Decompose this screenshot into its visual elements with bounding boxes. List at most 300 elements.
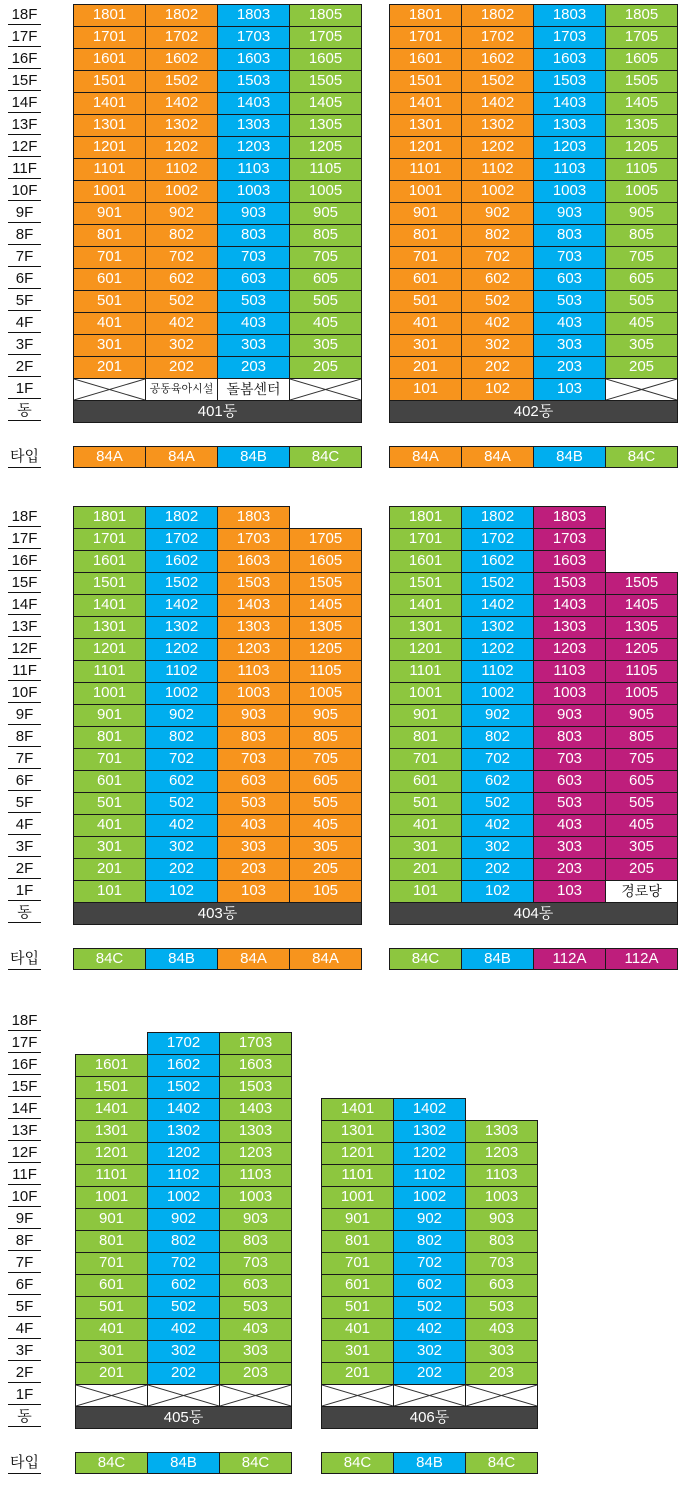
unit-cell[interactable]: 1501 [389,70,462,93]
unit-cell[interactable]: 705 [605,748,678,771]
unit-cell[interactable]: 1801 [73,506,146,529]
unit-cell[interactable]: 202 [145,858,218,881]
unit-cell[interactable]: 703 [217,246,290,269]
unit-cell[interactable]: 801 [73,224,146,247]
unit-cell[interactable]: 1305 [289,616,362,639]
unit-cell[interactable]: 602 [147,1274,220,1297]
unit-cell[interactable]: 602 [145,770,218,793]
unit-cell[interactable]: 1603 [217,48,290,71]
unit-cell[interactable]: 1002 [393,1186,466,1209]
unit-cell[interactable]: 1405 [605,594,678,617]
unit-cell[interactable]: 1201 [389,638,462,661]
unit-cell[interactable]: 1301 [73,114,146,137]
unit-cell[interactable]: 403 [217,312,290,335]
unit-cell[interactable]: 301 [73,836,146,859]
unit-cell[interactable]: 1401 [73,92,146,115]
unit-cell[interactable]: 802 [461,224,534,247]
unit-cell[interactable]: 905 [289,704,362,727]
unit-cell[interactable]: 101 [73,880,146,903]
unit-cell[interactable]: 1101 [321,1164,394,1187]
unit-cell[interactable]: 205 [289,356,362,379]
unit-cell[interactable]: 803 [217,726,290,749]
unit-cell[interactable]: 603 [533,268,606,291]
unit-cell[interactable]: 1005 [289,682,362,705]
unit-cell[interactable]: 1302 [147,1120,220,1143]
unit-cell[interactable]: 203 [217,858,290,881]
unit-cell[interactable]: 1402 [461,594,534,617]
unit-cell[interactable]: 1303 [465,1120,538,1143]
unit-cell[interactable]: 802 [393,1230,466,1253]
unit-cell[interactable]: 1301 [73,616,146,639]
unit-cell[interactable]: 1605 [289,550,362,573]
unit-cell[interactable]: 903 [465,1208,538,1231]
unit-cell[interactable]: 1802 [461,4,534,27]
unit-cell[interactable]: 605 [289,268,362,291]
unit-cell[interactable]: 501 [389,290,462,313]
unit-cell[interactable]: 301 [389,334,462,357]
unit-cell[interactable]: 702 [147,1252,220,1275]
unit-cell[interactable]: 1001 [389,180,462,203]
unit-cell[interactable]: 901 [73,202,146,225]
unit-cell[interactable]: 1505 [605,572,678,595]
unit-cell[interactable]: 903 [217,202,290,225]
unit-cell[interactable]: 703 [465,1252,538,1275]
unit-cell[interactable]: 1705 [289,26,362,49]
unit-cell[interactable]: 1702 [461,26,534,49]
unit-cell[interactable]: 805 [605,726,678,749]
unit-cell[interactable]: 805 [605,224,678,247]
unit-cell[interactable]: 701 [389,246,462,269]
unit-cell[interactable]: 1305 [605,114,678,137]
unit-cell[interactable]: 1201 [75,1142,148,1165]
unit-cell[interactable]: 303 [219,1340,292,1363]
unit-cell[interactable]: 1505 [605,70,678,93]
unit-cell[interactable]: 901 [389,704,462,727]
unit-cell[interactable]: 702 [145,748,218,771]
unit-cell[interactable]: 1101 [75,1164,148,1187]
unit-cell[interactable]: 602 [145,268,218,291]
unit-cell[interactable]: 1405 [605,92,678,115]
unit-cell[interactable]: 803 [533,224,606,247]
unit-cell[interactable]: 701 [75,1252,148,1275]
unit-cell[interactable]: 1103 [533,660,606,683]
unit-cell[interactable]: 705 [605,246,678,269]
unit-cell[interactable]: 1102 [145,660,218,683]
unit-cell[interactable]: 503 [533,792,606,815]
unit-cell[interactable]: 1301 [389,114,462,137]
unit-cell[interactable]: 1101 [73,660,146,683]
unit-cell[interactable]: 1701 [73,26,146,49]
unit-cell[interactable]: 301 [75,1340,148,1363]
unit-cell[interactable]: 902 [393,1208,466,1231]
unit-cell[interactable]: 201 [389,858,462,881]
unit-cell[interactable]: 303 [465,1340,538,1363]
unit-cell[interactable]: 1501 [73,70,146,93]
unit-cell[interactable]: 302 [145,334,218,357]
unit-cell[interactable]: 903 [219,1208,292,1231]
unit-cell[interactable]: 1002 [147,1186,220,1209]
unit-cell[interactable]: 803 [217,224,290,247]
unit-cell[interactable]: 801 [73,726,146,749]
unit-cell[interactable]: 1703 [217,26,290,49]
unit-cell[interactable]: 1803 [533,4,606,27]
unit-cell[interactable]: 1001 [321,1186,394,1209]
unit-cell[interactable]: 1403 [533,92,606,115]
unit-cell[interactable]: 1103 [219,1164,292,1187]
unit-cell[interactable]: 1003 [217,682,290,705]
unit-cell[interactable]: 601 [389,268,462,291]
unit-cell[interactable]: 1602 [461,550,534,573]
unit-cell[interactable]: 801 [389,224,462,247]
unit-cell[interactable]: 1602 [145,48,218,71]
unit-cell[interactable]: 401 [389,814,462,837]
unit-cell[interactable]: 203 [533,858,606,881]
unit-cell[interactable]: 705 [289,748,362,771]
unit-cell[interactable]: 502 [461,792,534,815]
unit-cell[interactable]: 1202 [393,1142,466,1165]
unit-cell[interactable]: 1303 [217,616,290,639]
unit-cell[interactable]: 1001 [75,1186,148,1209]
unit-cell[interactable]: 1502 [145,70,218,93]
unit-cell[interactable]: 703 [217,748,290,771]
unit-cell[interactable]: 1203 [533,638,606,661]
unit-cell[interactable]: 1405 [289,92,362,115]
unit-cell[interactable]: 1203 [533,136,606,159]
unit-cell[interactable]: 1401 [389,594,462,617]
unit-cell[interactable]: 602 [461,268,534,291]
unit-cell[interactable]: 1401 [73,594,146,617]
unit-cell[interactable]: 1402 [145,92,218,115]
unit-cell[interactable]: 1503 [219,1076,292,1099]
unit-cell[interactable]: 1302 [461,114,534,137]
unit-cell[interactable]: 1102 [393,1164,466,1187]
unit-cell[interactable]: 601 [321,1274,394,1297]
unit-cell[interactable]: 1603 [217,550,290,573]
unit-cell[interactable]: 1805 [605,4,678,27]
unit-cell[interactable]: 501 [73,290,146,313]
unit-cell[interactable]: 1205 [289,136,362,159]
unit-cell[interactable]: 1801 [73,4,146,27]
unit-cell[interactable]: 902 [147,1208,220,1231]
unit-cell[interactable]: 701 [389,748,462,771]
unit-cell[interactable]: 702 [461,748,534,771]
unit-cell[interactable]: 1502 [461,70,534,93]
unit-cell[interactable]: 405 [289,312,362,335]
unit-cell[interactable]: 403 [217,814,290,837]
unit-cell[interactable]: 1103 [465,1164,538,1187]
unit-cell[interactable]: 1505 [289,572,362,595]
unit-cell[interactable]: 1701 [389,26,462,49]
unit-cell[interactable]: 302 [461,836,534,859]
unit-cell[interactable]: 502 [145,792,218,815]
unit-cell[interactable]: 603 [465,1274,538,1297]
unit-cell[interactable]: 1501 [389,572,462,595]
unit-cell[interactable]: 1102 [461,660,534,683]
unit-cell[interactable]: 1803 [217,506,290,529]
unit-cell[interactable]: 402 [147,1318,220,1341]
unit-cell[interactable]: 1501 [75,1076,148,1099]
unit-cell[interactable]: 905 [289,202,362,225]
unit-cell[interactable]: 1702 [461,528,534,551]
unit-cell[interactable]: 1703 [533,528,606,551]
unit-cell[interactable]: 1302 [461,616,534,639]
unit-cell[interactable]: 405 [289,814,362,837]
unit-cell[interactable]: 103 [533,378,606,401]
unit-cell[interactable]: 303 [217,334,290,357]
unit-cell[interactable]: 205 [605,858,678,881]
unit-cell[interactable]: 605 [605,770,678,793]
unit-cell[interactable]: 1505 [289,70,362,93]
unit-cell[interactable]: 1601 [389,48,462,71]
unit-cell[interactable]: 305 [289,836,362,859]
unit-cell[interactable]: 1701 [389,528,462,551]
unit-cell[interactable]: 201 [75,1362,148,1385]
unit-cell[interactable]: 1001 [73,180,146,203]
unit-cell[interactable]: 301 [73,334,146,357]
unit-cell[interactable]: 102 [145,880,218,903]
unit-cell[interactable]: 1102 [461,158,534,181]
unit-cell[interactable]: 905 [605,202,678,225]
unit-cell[interactable]: 801 [321,1230,394,1253]
unit-cell[interactable]: 1003 [217,180,290,203]
unit-cell[interactable]: 1603 [533,48,606,71]
unit-cell[interactable]: 401 [321,1318,394,1341]
unit-cell[interactable]: 1403 [219,1098,292,1121]
unit-cell[interactable]: 903 [533,202,606,225]
unit-cell[interactable]: 702 [393,1252,466,1275]
unit-cell[interactable]: 503 [533,290,606,313]
unit-cell[interactable]: 1301 [321,1120,394,1143]
unit-cell[interactable]: 603 [217,268,290,291]
unit-cell[interactable]: 305 [289,334,362,357]
unit-cell[interactable]: 303 [217,836,290,859]
unit-cell[interactable]: 903 [533,704,606,727]
unit-cell[interactable]: 202 [393,1362,466,1385]
unit-cell[interactable]: 1205 [605,136,678,159]
unit-cell[interactable]: 1303 [217,114,290,137]
unit-cell[interactable]: 202 [145,356,218,379]
unit-cell[interactable]: 1802 [461,506,534,529]
unit-cell[interactable]: 402 [145,814,218,837]
unit-cell[interactable]: 701 [73,246,146,269]
unit-cell[interactable]: 401 [75,1318,148,1341]
unit-cell[interactable]: 1303 [219,1120,292,1143]
unit-cell[interactable]: 803 [219,1230,292,1253]
unit-cell[interactable]: 1603 [219,1054,292,1077]
unit-cell[interactable]: 302 [393,1340,466,1363]
unit-cell[interactable]: 1003 [533,682,606,705]
unit-cell[interactable]: 1005 [289,180,362,203]
unit-cell[interactable]: 502 [147,1296,220,1319]
unit-cell[interactable]: 402 [145,312,218,335]
unit-cell[interactable]: 301 [389,836,462,859]
unit-cell[interactable]: 1302 [145,616,218,639]
unit-cell[interactable]: 505 [289,792,362,815]
unit-cell[interactable]: 1002 [145,682,218,705]
unit-cell[interactable]: 1201 [73,136,146,159]
unit-cell[interactable]: 802 [147,1230,220,1253]
unit-cell[interactable]: 401 [389,312,462,335]
unit-cell[interactable]: 503 [217,290,290,313]
unit-cell[interactable]: 1201 [321,1142,394,1165]
unit-cell[interactable]: 1703 [219,1032,292,1055]
unit-cell[interactable]: 1303 [533,616,606,639]
unit-cell[interactable]: 1105 [289,158,362,181]
unit-cell[interactable]: 605 [289,770,362,793]
unit-cell[interactable]: 902 [461,202,534,225]
unit-cell[interactable]: 1401 [75,1098,148,1121]
unit-cell[interactable]: 1601 [75,1054,148,1077]
unit-cell[interactable]: 503 [219,1296,292,1319]
unit-cell[interactable]: 1202 [145,638,218,661]
unit-cell[interactable]: 901 [321,1208,394,1231]
unit-cell[interactable]: 1202 [145,136,218,159]
unit-cell[interactable]: 1403 [217,92,290,115]
unit-cell[interactable]: 1805 [289,4,362,27]
unit-cell[interactable]: 305 [605,836,678,859]
unit-cell[interactable]: 1502 [147,1076,220,1099]
unit-cell[interactable]: 1403 [533,594,606,617]
unit-cell[interactable]: 203 [465,1362,538,1385]
unit-cell[interactable]: 1002 [145,180,218,203]
unit-cell[interactable]: 1402 [147,1098,220,1121]
unit-cell[interactable]: 1202 [461,638,534,661]
unit-cell[interactable]: 1102 [147,1164,220,1187]
unit-cell[interactable]: 1701 [73,528,146,551]
unit-cell[interactable]: 205 [289,858,362,881]
unit-cell[interactable]: 1201 [389,136,462,159]
unit-cell[interactable]: 601 [73,770,146,793]
unit-cell[interactable]: 102 [461,880,534,903]
unit-cell[interactable]: 1205 [605,638,678,661]
unit-cell[interactable]: 103 [533,880,606,903]
unit-cell[interactable]: 601 [75,1274,148,1297]
unit-cell[interactable]: 1003 [219,1186,292,1209]
unit-cell[interactable]: 503 [217,792,290,815]
unit-cell[interactable]: 1602 [147,1054,220,1077]
unit-cell[interactable]: 1105 [605,158,678,181]
unit-cell[interactable]: 902 [145,202,218,225]
unit-cell[interactable]: 701 [73,748,146,771]
unit-cell[interactable]: 1503 [217,70,290,93]
unit-cell[interactable]: 1602 [145,550,218,573]
unit-cell[interactable]: 403 [533,312,606,335]
unit-cell[interactable]: 1305 [605,616,678,639]
unit-cell[interactable]: 802 [145,224,218,247]
unit-cell[interactable]: 1103 [533,158,606,181]
unit-cell[interactable]: 403 [465,1318,538,1341]
unit-cell[interactable]: 705 [289,246,362,269]
unit-cell[interactable]: 603 [217,770,290,793]
unit-cell[interactable]: 1705 [605,26,678,49]
unit-cell[interactable]: 1402 [461,92,534,115]
unit-cell[interactable]: 301 [321,1340,394,1363]
unit-cell[interactable]: 1203 [217,638,290,661]
unit-cell[interactable]: 1702 [145,528,218,551]
unit-cell[interactable]: 1502 [461,572,534,595]
unit-cell[interactable]: 1503 [533,70,606,93]
unit-cell[interactable]: 701 [321,1252,394,1275]
unit-cell[interactable]: 1001 [389,682,462,705]
unit-cell[interactable]: 1803 [217,4,290,27]
unit-cell[interactable]: 401 [73,814,146,837]
unit-cell[interactable]: 201 [73,356,146,379]
unit-cell[interactable]: 1702 [147,1032,220,1055]
unit-cell[interactable]: 1501 [73,572,146,595]
unit-cell[interactable]: 803 [465,1230,538,1253]
unit-cell[interactable]: 1005 [605,682,678,705]
unit-cell[interactable]: 702 [145,246,218,269]
unit-cell[interactable]: 405 [605,312,678,335]
unit-cell[interactable]: 501 [73,792,146,815]
unit-cell[interactable]: 1103 [217,660,290,683]
unit-cell[interactable]: 1202 [147,1142,220,1165]
unit-cell[interactable]: 1603 [533,550,606,573]
unit-cell[interactable]: 1003 [465,1186,538,1209]
unit-cell[interactable]: 1001 [73,682,146,705]
unit-cell[interactable]: 1202 [461,136,534,159]
unit-cell[interactable]: 1601 [73,48,146,71]
unit-cell[interactable]: 201 [389,356,462,379]
unit-cell[interactable]: 203 [219,1362,292,1385]
unit-cell[interactable]: 1105 [289,660,362,683]
unit-cell[interactable]: 1103 [217,158,290,181]
unit-cell[interactable]: 901 [75,1208,148,1231]
unit-cell[interactable]: 1205 [289,638,362,661]
unit-cell[interactable]: 402 [461,814,534,837]
unit-cell[interactable]: 203 [533,356,606,379]
unit-cell[interactable]: 1302 [393,1120,466,1143]
unit-cell[interactable]: 1602 [461,48,534,71]
unit-cell[interactable]: 402 [461,312,534,335]
unit-cell[interactable]: 603 [219,1274,292,1297]
unit-cell[interactable]: 1005 [605,180,678,203]
unit-cell[interactable]: 502 [461,290,534,313]
unit-cell[interactable]: 1101 [389,660,462,683]
unit-cell[interactable]: 703 [533,246,606,269]
unit-cell[interactable]: 303 [533,836,606,859]
unit-cell[interactable]: 903 [217,704,290,727]
unit-cell[interactable]: 1703 [533,26,606,49]
unit-cell[interactable]: 601 [389,770,462,793]
unit-cell[interactable]: 1702 [145,26,218,49]
unit-cell[interactable]: 501 [75,1296,148,1319]
unit-cell[interactable]: 205 [605,356,678,379]
unit-cell[interactable]: 1705 [289,528,362,551]
unit-cell[interactable]: 1203 [217,136,290,159]
unit-cell[interactable]: 601 [73,268,146,291]
unit-cell[interactable]: 801 [75,1230,148,1253]
unit-cell[interactable]: 1002 [461,180,534,203]
unit-cell[interactable]: 1402 [393,1098,466,1121]
unit-cell[interactable]: 505 [605,792,678,815]
unit-cell[interactable]: 1105 [605,660,678,683]
unit-cell[interactable]: 403 [219,1318,292,1341]
unit-cell[interactable]: 202 [147,1362,220,1385]
unit-cell[interactable]: 1201 [73,638,146,661]
unit-cell[interactable]: 1203 [219,1142,292,1165]
unit-cell[interactable]: 401 [73,312,146,335]
unit-cell[interactable]: 1601 [389,550,462,573]
unit-cell[interactable]: 803 [533,726,606,749]
unit-cell[interactable]: 201 [321,1362,394,1385]
unit-cell[interactable]: 1802 [145,4,218,27]
unit-cell[interactable]: 905 [605,704,678,727]
unit-cell[interactable]: 603 [533,770,606,793]
unit-cell[interactable]: 602 [461,770,534,793]
unit-cell[interactable]: 1303 [533,114,606,137]
unit-cell[interactable]: 1101 [73,158,146,181]
